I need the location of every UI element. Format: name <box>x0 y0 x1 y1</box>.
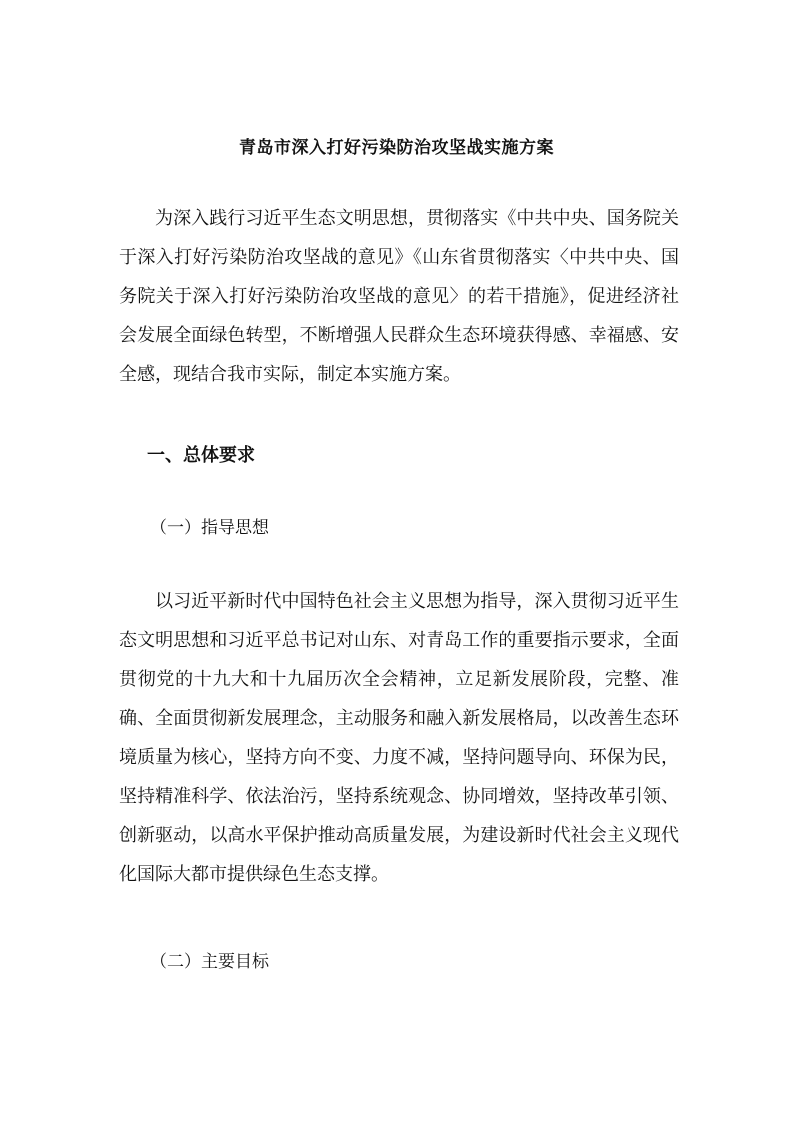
section-heading-general-requirements: 一、总体要求 <box>147 445 255 466</box>
document-title: 青岛市深入打好污染防治攻坚战实施方案 <box>239 138 554 158</box>
subsection-heading-main-goals: （二）主要目标 <box>150 952 269 972</box>
intro-paragraph: 为深入践行习近平生态文明思想，贯彻落实《中共中央、国务院关于深入打好污染防治攻坚战的意见》《山东省贯彻落实〈中共中央、国务院关于深入打好污染防治攻坚战的意见〉的若干措施》，促进经济社会发展全面绿色转型，不断增强人民群众生态环境获得感、幸福感、安全感，现结合我市实际，制定本实施方案。 <box>119 208 679 385</box>
subsection-heading-guiding-ideology: （一）指导思想 <box>150 518 269 538</box>
guiding-ideology-paragraph: 以习近平新时代中国特色社会主义思想为指导，深入贯彻习近平生态文明思想和习近平总书记对山东、对青岛工作的重要指示要求，全面贯彻党的十九大和十九届历次全会精神，立足新发展阶段，完整、准确、全面贯彻新发展理念，主动服务和融入新发展格局，以改善生态环境质量为核心，坚持方向不变、力度不减，坚持问题导向、环保为民，坚持精准科学、依法治污，坚持系统观念、协同增效，坚持改革引领、创新驱动，以高水平保护推动高质量发展，为建设新时代社会主义现代化国际大都市提供绿色生态支撑。 <box>119 591 679 885</box>
